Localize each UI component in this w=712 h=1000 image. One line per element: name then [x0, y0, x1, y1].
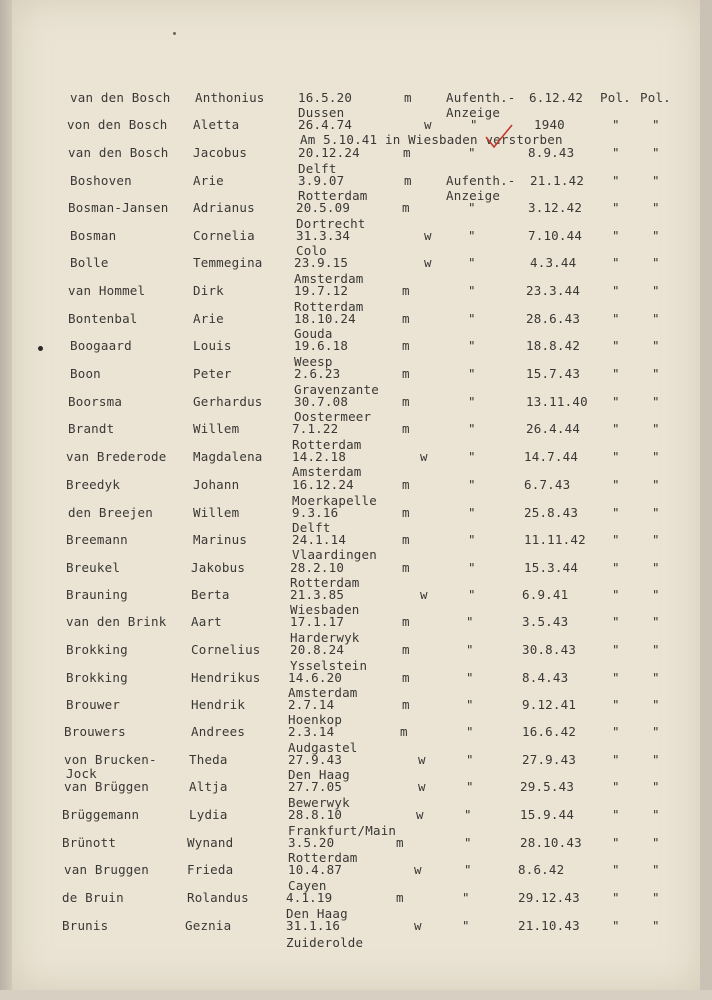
row-8-surname: van Hommel: [68, 283, 146, 298]
row-1-birthplace: Dussen: [298, 105, 345, 120]
row-2-authority-2: ": [652, 117, 660, 132]
row-28-authority-2: ": [652, 835, 660, 850]
row-22-entry-date: 8.4.43: [522, 670, 569, 685]
row-12-birthplace: Oostermeer: [294, 409, 372, 424]
row-5-authority-2: ": [652, 200, 660, 215]
row-30-birth-date: 4.1.19: [286, 890, 333, 905]
row-14-authority-2: ": [652, 449, 660, 464]
row-11-sex: m: [402, 366, 410, 381]
row-20-first-name: Aart: [191, 614, 222, 629]
row-16-authority-2: ": [652, 505, 660, 520]
row-23-birthplace: Hoenkop: [288, 712, 343, 727]
row-30-birthplace: Den Haag: [286, 906, 348, 921]
row-9-birth-date: 18.10.24: [294, 311, 356, 326]
row-11-entry-date: 15.7.43: [526, 366, 581, 381]
row-26-authority-1: ": [612, 779, 620, 794]
row-28-authority-1: ": [612, 835, 620, 850]
row-18-first-name: Jakobus: [191, 560, 246, 575]
row-14-surname: van Brederode: [66, 449, 167, 464]
row-31-birthplace: Zuiderolde: [286, 935, 364, 950]
row-17-birth-date: 24.1.14: [292, 532, 347, 547]
row-23-sex: m: [402, 697, 410, 712]
row-25-entry-date: 27.9.43: [522, 752, 577, 767]
row-18-surname: Breukel: [66, 560, 121, 575]
row-2-first-name: Aletta: [193, 117, 240, 132]
row-24-birthplace: Audgastel: [288, 740, 358, 755]
row-10-authority-2: ": [652, 338, 660, 353]
row-13-sex: m: [402, 421, 410, 436]
row-22-birth-date: 14.6.20: [288, 670, 343, 685]
row-23-authority-1: ": [612, 697, 620, 712]
row-10-authority-1: ": [612, 338, 620, 353]
row-27-authority-2: ": [652, 807, 660, 822]
row-25-surname: von Brucken-: [64, 752, 157, 767]
row-22-authority-2: ": [652, 670, 660, 685]
row-10-first-name: Louis: [193, 338, 232, 353]
row-15-entry-type: ": [468, 477, 476, 492]
row-4-entry-date: 21.1.42: [530, 173, 585, 188]
row-4-surname: Boshoven: [70, 173, 132, 188]
row-26-sex: w: [418, 779, 426, 794]
row-12-first-name: Gerhardus: [193, 394, 263, 409]
row-27-surname: Brüggemann: [62, 807, 140, 822]
row-4-birthplace: Rotterdam: [298, 188, 368, 203]
row-5-first-name: Adrianus: [193, 200, 255, 215]
row-3-entry-date: 8.9.43: [528, 145, 575, 160]
row-3-authority-1: ": [612, 145, 620, 160]
row-13-birth-date: 7.1.22: [292, 421, 339, 436]
row-17-birthplace: Vlaardingen: [292, 547, 377, 562]
row-14-entry-type: ": [468, 449, 476, 464]
row-24-sex: m: [400, 724, 408, 739]
row-25-authority-2: ": [652, 752, 660, 767]
row-21-entry-type: ": [466, 642, 474, 657]
row-31-authority-2: ": [652, 918, 660, 933]
row-5-authority-1: ": [612, 200, 620, 215]
row-17-authority-2: ": [652, 532, 660, 547]
row-8-birth-date: 19.7.12: [294, 283, 349, 298]
row-13-authority-2: ": [652, 421, 660, 436]
row-21-surname: Brokking: [66, 642, 128, 657]
row-30-surname: de Bruin: [62, 890, 124, 905]
row-31-birth-date: 31.1.16: [286, 918, 341, 933]
row-12-authority-2: ": [652, 394, 660, 409]
row-1-entry-type-cont: Anzeige: [446, 105, 501, 120]
red-check-mark: [482, 123, 522, 153]
row-7-first-name: Temmegina: [193, 255, 263, 270]
row-7-surname: Bolle: [70, 255, 109, 270]
row-2-authority-1: ": [612, 117, 620, 132]
row-21-authority-2: ": [652, 642, 660, 657]
row-7-birthplace: Amsterdam: [294, 271, 364, 286]
row-27-entry-type: ": [464, 807, 472, 822]
row-11-surname: Boon: [70, 366, 101, 381]
row-16-birth-date: 9.3.16: [292, 505, 339, 520]
row-12-authority-1: ": [612, 394, 620, 409]
row-14-authority-1: ": [612, 449, 620, 464]
row-15-birthplace: Moerkapelle: [292, 493, 377, 508]
row-9-first-name: Arie: [193, 311, 224, 326]
row-3-entry-type: ": [468, 145, 476, 160]
row-21-birth-date: 20.8.24: [290, 642, 345, 657]
row-22-entry-type: ": [466, 670, 474, 685]
row-25-authority-1: ": [612, 752, 620, 767]
row-18-authority-2: ": [652, 560, 660, 575]
row-27-birthplace: Frankfurt/Main: [288, 823, 397, 838]
row-7-authority-1: ": [612, 255, 620, 270]
row-27-authority-1: ": [612, 807, 620, 822]
row-3-first-name: Jacobus: [193, 145, 248, 160]
row-21-authority-1: ": [612, 642, 620, 657]
row-1-entry-type: Aufenth.-: [446, 90, 516, 105]
row-3-birthplace: Delft: [298, 161, 337, 176]
row-18-entry-date: 15.3.44: [524, 560, 579, 575]
row-20-entry-date: 3.5.43: [522, 614, 569, 629]
row-13-birthplace: Rotterdam: [292, 437, 362, 452]
row-25-birth-date: 27.9.43: [288, 752, 343, 767]
row-29-surname: van Bruggen: [64, 862, 149, 877]
row-24-entry-type: ": [466, 724, 474, 739]
row-9-birthplace: Gouda: [294, 326, 333, 341]
row-15-entry-date: 6.7.43: [524, 477, 571, 492]
row-26-birth-date: 27.7.05: [288, 779, 343, 794]
row-13-entry-type: ": [468, 421, 476, 436]
row-24-surname: Brouwers: [64, 724, 126, 739]
row-31-sex: w: [414, 918, 422, 933]
row-1-sex: m: [404, 90, 412, 105]
paper-speck: [173, 32, 176, 35]
row-25-first-name: Theda: [189, 752, 228, 767]
scan-edge-shadow: [0, 0, 12, 1000]
row-29-entry-type: ": [464, 862, 472, 877]
row-9-entry-date: 28.6.43: [526, 311, 581, 326]
row-6-entry-type: ": [468, 228, 476, 243]
row-6-entry-date: 7.10.44: [528, 228, 583, 243]
row-14-birth-date: 14.2.18: [292, 449, 347, 464]
row-22-surname: Brokking: [66, 670, 128, 685]
row-6-birthplace: Colo: [296, 243, 327, 258]
row-1-authority-2: Pol.: [640, 90, 671, 105]
row-26-first-name: Altja: [189, 779, 228, 794]
row-23-authority-2: ": [652, 697, 660, 712]
row-10-birth-date: 19.6.18: [294, 338, 349, 353]
row-5-surname: Bosman-Jansen: [68, 200, 169, 215]
row-25-birthplace: Den Haag: [288, 767, 350, 782]
row-29-sex: w: [414, 862, 422, 877]
row-12-birth-date: 30.7.08: [294, 394, 349, 409]
row-20-authority-1: ": [612, 614, 620, 629]
row-26-authority-2: ": [652, 779, 660, 794]
row-16-sex: m: [402, 505, 410, 520]
row-3-sex: m: [403, 145, 411, 160]
row-1-entry-date: 6.12.42: [529, 90, 584, 105]
row-13-first-name: Willem: [193, 421, 240, 436]
row-3-birth-date: 20.12.24: [298, 145, 360, 160]
row-8-sex: m: [402, 283, 410, 298]
row-30-entry-date: 29.12.43: [518, 890, 580, 905]
row-7-entry-type: ": [468, 255, 476, 270]
row-21-birthplace: Ysselstein: [290, 658, 368, 673]
row-5-entry-type: ": [468, 200, 476, 215]
row-9-entry-type: ": [468, 311, 476, 326]
row-7-sex: w: [424, 255, 432, 270]
row-14-sex: w: [420, 449, 428, 464]
row-10-entry-date: 18.8.42: [526, 338, 581, 353]
row-10-entry-type: ": [468, 338, 476, 353]
row-28-sex: m: [396, 835, 404, 850]
row-10-sex: m: [402, 338, 410, 353]
row-27-sex: w: [416, 807, 424, 822]
row-29-birth-date: 10.4.87: [288, 862, 343, 877]
row-1-first-name: Anthonius: [195, 90, 265, 105]
row-31-first-name: Geznia: [185, 918, 232, 933]
row-13-authority-1: ": [612, 421, 620, 436]
scan-right-margin: [700, 0, 712, 1000]
row-10-birthplace: Weesp: [294, 354, 333, 369]
row-29-birthplace: Cayen: [288, 878, 327, 893]
row-28-first-name: Wynand: [187, 835, 234, 850]
row-18-birth-date: 28.2.10: [290, 560, 345, 575]
row-24-surname-cont: Jock: [66, 766, 97, 781]
year-annotation: 1940: [534, 117, 565, 132]
row-12-sex: m: [402, 394, 410, 409]
row-26-birthplace: Bewerwyk: [288, 795, 350, 810]
row-24-authority-2: ": [652, 724, 660, 739]
row-28-birthplace: Rotterdam: [288, 850, 358, 865]
row-24-authority-1: ": [612, 724, 620, 739]
row-19-entry-type: ": [468, 587, 476, 602]
row-16-authority-1: ": [612, 505, 620, 520]
row-22-authority-1: ": [612, 670, 620, 685]
row-23-birth-date: 2.7.14: [288, 697, 335, 712]
row-28-entry-date: 28.10.43: [520, 835, 582, 850]
row-19-first-name: Berta: [191, 587, 230, 602]
row-31-entry-type: ": [462, 918, 470, 933]
row-12-entry-type: ": [468, 394, 476, 409]
row-13-entry-date: 26.4.44: [526, 421, 581, 436]
row-25-entry-type: ": [466, 752, 474, 767]
row-2-entry-type: ": [470, 117, 478, 132]
row-1-authority-1: Pol.: [600, 90, 631, 105]
row-29-authority-1: ": [612, 862, 620, 877]
row-20-birthplace: Harderwyk: [290, 630, 360, 645]
row-19-birth-date: 21.3.85: [290, 587, 345, 602]
row-20-entry-type: ": [466, 614, 474, 629]
row-7-authority-2: ": [652, 255, 660, 270]
row-17-entry-date: 11.11.42: [524, 532, 586, 547]
scan-bottom-margin: [0, 990, 712, 1000]
row-2-surname: von den Bosch: [67, 117, 168, 132]
row-17-authority-1: ": [612, 532, 620, 547]
row-6-sex: w: [424, 228, 432, 243]
row-30-authority-2: ": [652, 890, 660, 905]
row-5-birth-date: 20.5.09: [296, 200, 351, 215]
row-28-surname: Brünott: [62, 835, 117, 850]
row-16-entry-type: ": [468, 505, 476, 520]
row-26-entry-type: ": [466, 779, 474, 794]
row-18-entry-type: ": [468, 560, 476, 575]
row-17-entry-type: ": [468, 532, 476, 547]
row-23-entry-date: 9.12.41: [522, 697, 577, 712]
row-8-authority-2: ": [652, 283, 660, 298]
row-1-birth-date: 16.5.20: [298, 90, 353, 105]
row-20-surname: van den Brink: [66, 614, 167, 629]
row-4-authority-1: ": [612, 173, 620, 188]
row-6-authority-1: ": [612, 228, 620, 243]
row-15-surname: Breedyk: [66, 477, 121, 492]
row-15-first-name: Johann: [193, 477, 240, 492]
row-8-authority-1: ": [612, 283, 620, 298]
row-17-first-name: Marinus: [193, 532, 248, 547]
row-14-first-name: Magdalena: [193, 449, 263, 464]
row-20-birth-date: 17.1.17: [290, 614, 345, 629]
row-8-entry-date: 23.3.44: [526, 283, 581, 298]
row-21-sex: m: [402, 642, 410, 657]
row-27-first-name: Lydia: [189, 807, 228, 822]
row-22-birthplace: Amsterdam: [288, 685, 358, 700]
row-13-surname: Brandt: [68, 421, 115, 436]
row-26-entry-date: 29.5.43: [520, 779, 575, 794]
row-16-entry-date: 25.8.43: [524, 505, 579, 520]
row-6-birth-date: 31.3.34: [296, 228, 351, 243]
row-11-first-name: Peter: [193, 366, 232, 381]
row-4-sex: m: [404, 173, 412, 188]
row-19-surname: Brauning: [66, 587, 128, 602]
row-19-entry-date: 6.9.41: [522, 587, 569, 602]
row-7-entry-date: 4.3.44: [530, 255, 577, 270]
row-4-entry-type-cont: Anzeige: [446, 188, 501, 203]
row-1-surname: van den Bosch: [70, 90, 171, 105]
row-31-entry-date: 21.10.43: [518, 918, 580, 933]
row-24-first-name: Andrees: [191, 724, 246, 739]
row-19-authority-2: ": [652, 587, 660, 602]
row-11-birth-date: 2.6.23: [294, 366, 341, 381]
row-18-sex: m: [402, 560, 410, 575]
row-11-birthplace: Gravenzante: [294, 382, 379, 397]
row-30-first-name: Rolandus: [187, 890, 249, 905]
row-16-first-name: Willem: [193, 505, 240, 520]
row-4-entry-type: Aufenth.-: [446, 173, 516, 188]
row-5-entry-date: 3.12.42: [528, 200, 583, 215]
row-30-authority-1: ": [612, 890, 620, 905]
row-22-first-name: Hendrikus: [191, 670, 261, 685]
row-9-sex: m: [402, 311, 410, 326]
row-8-first-name: Dirk: [193, 283, 224, 298]
row-23-first-name: Hendrik: [191, 697, 246, 712]
row-11-entry-type: ": [468, 366, 476, 381]
row-14-birthplace: Amsterdam: [292, 464, 362, 479]
row-12-entry-date: 13.11.40: [526, 394, 588, 409]
row-3-surname: van den Bosch: [68, 145, 169, 160]
row-15-authority-2: ": [652, 477, 660, 492]
row-15-sex: m: [402, 477, 410, 492]
row-20-authority-2: ": [652, 614, 660, 629]
row-23-entry-type: ": [466, 697, 474, 712]
row-4-birth-date: 3.9.07: [298, 173, 345, 188]
row-29-first-name: Frieda: [187, 862, 234, 877]
row-2-birth-date: 26.4.74: [298, 117, 353, 132]
row-16-surname: den Breejen: [68, 505, 153, 520]
row-19-sex: w: [420, 587, 428, 602]
row-11-authority-2: ": [652, 366, 660, 381]
row-30-sex: m: [396, 890, 404, 905]
row-29-entry-date: 8.6.42: [518, 862, 565, 877]
row-6-authority-2: ": [652, 228, 660, 243]
row-19-authority-1: ": [612, 587, 620, 602]
row-25-sex: w: [418, 752, 426, 767]
row-21-first-name: Cornelius: [191, 642, 261, 657]
row-5-birthplace: Dortrecht: [296, 216, 366, 231]
row-9-authority-1: ": [612, 311, 620, 326]
row-22-sex: m: [402, 670, 410, 685]
row-18-birthplace: Rotterdam: [290, 575, 360, 590]
row-4-first-name: Arie: [193, 173, 224, 188]
row-24-entry-date: 16.6.42: [522, 724, 577, 739]
row-31-surname: Brunis: [62, 918, 109, 933]
row-8-entry-type: ": [468, 283, 476, 298]
row-26-surname: van Brüggen: [64, 779, 149, 794]
row-16-birthplace: Delft: [292, 520, 331, 535]
row-12-surname: Boorsma: [68, 394, 123, 409]
row-29-authority-2: ": [652, 862, 660, 877]
row-3-authority-2: ": [652, 145, 660, 160]
death-remark: Am 5.10.41 in Wiesbaden verstorben: [300, 132, 563, 147]
row-14-entry-date: 14.7.44: [524, 449, 579, 464]
row-2-sex: w: [424, 117, 432, 132]
row-5-sex: m: [402, 200, 410, 215]
row-6-surname: Bosman: [70, 228, 117, 243]
row-15-authority-1: ": [612, 477, 620, 492]
row-27-birth-date: 28.8.10: [288, 807, 343, 822]
row-15-birth-date: 16.12.24: [292, 477, 354, 492]
row-19-birthplace: Wiesbaden: [290, 602, 360, 617]
row-6-first-name: Cornelia: [193, 228, 255, 243]
row-9-authority-2: ": [652, 311, 660, 326]
row-28-birth-date: 3.5.20: [288, 835, 335, 850]
row-27-entry-date: 15.9.44: [520, 807, 575, 822]
row-24-birth-date: 2.3.14: [288, 724, 335, 739]
row-31-authority-1: ": [612, 918, 620, 933]
row-28-entry-type: ": [464, 835, 472, 850]
punch-hole: [38, 346, 43, 351]
row-11-authority-1: ": [612, 366, 620, 381]
row-20-sex: m: [402, 614, 410, 629]
row-21-entry-date: 30.8.43: [522, 642, 577, 657]
row-17-sex: m: [402, 532, 410, 547]
row-8-birthplace: Rotterdam: [294, 299, 364, 314]
row-9-surname: Bontenbal: [68, 311, 138, 326]
row-7-birth-date: 23.9.15: [294, 255, 349, 270]
row-18-authority-1: ": [612, 560, 620, 575]
row-10-surname: Boogaard: [70, 338, 132, 353]
row-30-entry-type: ": [462, 890, 470, 905]
row-23-surname: Brouwer: [66, 697, 121, 712]
row-4-authority-2: ": [652, 173, 660, 188]
row-17-surname: Breemann: [66, 532, 128, 547]
